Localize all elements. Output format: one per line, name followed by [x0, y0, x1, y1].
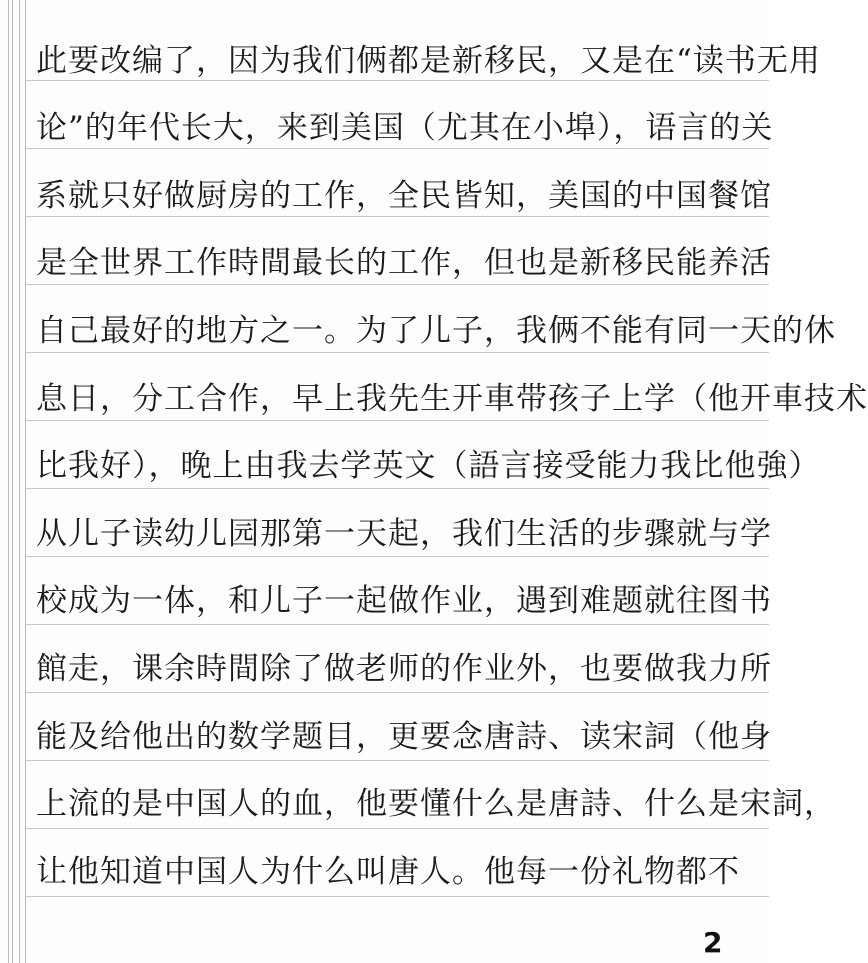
text-line: 能及给他出的数学题目，更要念唐詩、读宋詞（他身 — [36, 718, 772, 755]
margin-line — [12, 0, 13, 963]
text-line: 上流的是中国人的血，他要懂什么是唐詩、什么是宋詞， — [36, 786, 836, 823]
text-line: 息日，分工合作，早上我先生开車带孩子上学（他开車技术 — [36, 380, 868, 417]
text-line: 是全世界工作時間最长的工作，但也是新移民能养活 — [36, 245, 772, 282]
margin-line — [8, 0, 9, 963]
margin-line — [19, 0, 20, 963]
text-line: 此要改编了，因为我们俩都是新移民，又是在“读书无用 — [36, 42, 821, 79]
text-line: 校成为一体，和儿子一起做作业，遇到难题就往图书 — [36, 583, 772, 620]
text-line: 館走，课余時間除了做老师的作业外，也要做我力所 — [36, 650, 772, 687]
text-line: 比我好），晚上由我去学英文（語言接受能力我比他強） — [36, 448, 821, 485]
handwritten-text — [36, 20, 868, 899]
page-number: 2 — [703, 926, 723, 959]
text-line: 从儿子读幼儿园那第一天起，我们生活的步骤就与学 — [36, 515, 772, 552]
text-line: 论”的年代长大，来到美国（尤其在小埠），语言的关 — [36, 110, 774, 147]
text-line: 让他知道中国人为什么叫唐人。他每一份礼物都不 — [36, 853, 740, 890]
margin-lines — [4, 0, 26, 963]
text-line: 系就只好做厨房的工作，全民皆知，美国的中国餐馆 — [36, 177, 772, 214]
text-line: 自己最好的地方之一。为了儿子，我俩不能有同一天的休 — [36, 312, 836, 349]
